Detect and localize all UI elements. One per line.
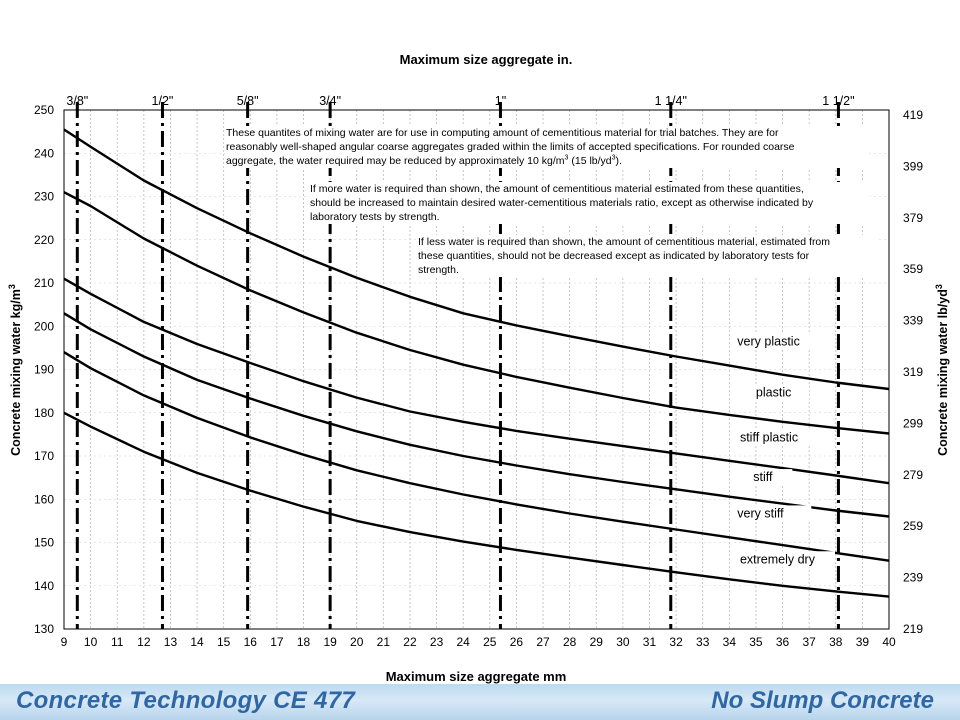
x-tick-label: 14 <box>190 635 204 649</box>
series-line <box>64 352 889 561</box>
y2-axis-label-text: Concrete mixing water lb/yd <box>936 289 950 456</box>
y-tick-label: 140 <box>33 578 54 593</box>
x-tick-label: 18 <box>296 635 311 649</box>
y2-tick-label: 279 <box>903 467 924 482</box>
note-1-line-2: reasonably well-shaped angular coarse aggregates graded within the limits of accepted specifications. For rounded coarse <box>226 141 795 153</box>
x-tick-label: 24 <box>456 635 470 649</box>
chart-title: Maximum size aggregate in. <box>399 52 573 67</box>
x-tick-label: 33 <box>696 635 710 649</box>
inch-markers <box>66 94 854 629</box>
x-tick-label: 20 <box>350 635 364 649</box>
inch-marker-label: 1 1/4" <box>654 94 687 108</box>
y-tick-label: 250 <box>33 103 54 117</box>
y-tick-label: 160 <box>33 492 54 507</box>
x-tick-label: 35 <box>749 635 763 649</box>
note-1-sup-2: 3 <box>611 154 616 162</box>
inch-marker-label: 5/8" <box>236 94 259 108</box>
series-label: very stiff <box>737 506 784 521</box>
x-tick-label: 27 <box>536 635 550 649</box>
y2-tick-label: 399 <box>903 159 924 174</box>
y-axis-label <box>7 284 23 456</box>
x-tick-label: 34 <box>722 635 737 649</box>
series-line <box>64 279 889 484</box>
x-tick-label: 17 <box>270 635 284 649</box>
y-tick-label: 190 <box>33 362 54 377</box>
inch-marker-label: 1" <box>494 94 507 108</box>
x-axis-label: Maximum size aggregate mm <box>385 669 567 684</box>
note-2-line-1: If more water is required than shown, the amount of cementitious material estimated from these quantities, <box>310 183 804 195</box>
y2-tick-label: 339 <box>903 313 924 328</box>
y2-tick-label: 259 <box>903 519 924 534</box>
y2-tick-label: 299 <box>903 416 924 431</box>
x-tick-label: 38 <box>829 635 843 649</box>
y-tick-label: 220 <box>33 232 54 247</box>
series-label: extremely dry <box>739 552 815 567</box>
x-tick-label: 40 <box>882 635 896 649</box>
x-tick-label: 9 <box>60 635 68 649</box>
inch-marker-label: 1/2" <box>151 94 174 108</box>
x-tick-label: 39 <box>855 635 870 649</box>
note-1-sup-1: 3 <box>564 154 569 162</box>
y2-tick-label: 379 <box>903 210 924 225</box>
note-3-line-2: these quantities, should not be decreased except as indicated by laboratory tests for <box>418 250 810 262</box>
x-tick-label: 22 <box>403 635 417 649</box>
y-axis-label-sup: 3 <box>7 284 17 290</box>
annotation-note-1 <box>226 126 866 168</box>
y2-axis-label-sup: 3 <box>934 284 944 290</box>
y2-tick-label: 359 <box>903 262 924 277</box>
inch-marker-label: 3/8" <box>66 94 89 108</box>
series-label: stiff <box>753 470 773 485</box>
y-tick-label: 240 <box>33 146 54 161</box>
y-tick-label: 170 <box>33 449 54 463</box>
series-label: stiff plastic <box>739 430 799 445</box>
inch-marker-label: 1 1/2" <box>822 94 855 108</box>
x-tick-label: 10 <box>83 635 98 649</box>
note-3-line-3: strength. <box>418 264 459 276</box>
y2-tick-label: 319 <box>903 365 924 379</box>
x-tick-label: 16 <box>243 635 257 649</box>
x-tick-label: 25 <box>483 635 497 649</box>
footer-course-title: Concrete Technology CE 477 <box>16 687 355 714</box>
x-tick-label: 36 <box>775 635 790 649</box>
x-tick-labels <box>61 635 896 649</box>
note-1-line-1: These quantites of mixing water are for use in computing amount of cementitious material for trial batches. They are for <box>226 127 779 139</box>
x-tick-label: 37 <box>802 635 816 649</box>
note-2-line-3: laboratory tests by strength. <box>310 211 440 223</box>
x-tick-label: 30 <box>616 635 630 649</box>
note-1-line-3a: aggregate, the water required may be reduced by approximately 10 kg/m <box>226 155 565 167</box>
annotation-note-2 <box>310 182 870 224</box>
y-tick-label: 130 <box>33 622 54 636</box>
x-tick-label: 21 <box>376 635 391 649</box>
note-3-line-1: If less water is required than shown, the amount of cementitious material, estimated from <box>418 236 831 248</box>
y-tick-label: 210 <box>33 276 54 290</box>
x-tick-label: 13 <box>163 635 178 649</box>
annotation-note-3 <box>418 235 876 277</box>
y-tick-label: 200 <box>33 319 54 334</box>
series-label: very plastic <box>737 334 800 349</box>
y-tick-label: 150 <box>33 535 54 550</box>
x-tick-label: 32 <box>669 635 683 649</box>
note-1-line-3 <box>226 154 866 168</box>
y2-tick-labels <box>903 108 923 636</box>
y-tick-labels <box>34 103 54 636</box>
y2-axis-label <box>934 284 950 456</box>
x-tick-label: 15 <box>216 635 231 649</box>
x-tick-label: 28 <box>562 635 577 649</box>
y-tick-label: 180 <box>33 405 54 420</box>
x-tick-label: 19 <box>323 635 337 649</box>
y-tick-label: 230 <box>33 189 54 204</box>
y2-tick-label: 419 <box>903 108 924 122</box>
y2-tick-label: 239 <box>903 570 924 585</box>
y2-tick-label: 219 <box>903 622 924 636</box>
note-1-line-3c: ). <box>615 155 622 167</box>
x-tick-label: 12 <box>137 635 151 649</box>
x-tick-label: 29 <box>589 635 603 649</box>
x-tick-label: 26 <box>509 635 524 649</box>
note-1-line-3b: (15 lb/yd <box>568 155 612 167</box>
inch-marker-label: 3/4" <box>319 94 342 108</box>
x-tick-label: 11 <box>110 635 124 649</box>
x-tick-label: 23 <box>429 635 444 649</box>
series-label: plastic <box>755 385 792 400</box>
x-tick-label: 31 <box>642 635 657 649</box>
note-2-line-2: should be increased to maintain desired water-cementitious materials ratio, except as otherwise indicated by <box>310 197 814 209</box>
footer-topic: No Slump Concrete <box>711 687 934 714</box>
y-axis-label-text: Concrete mixing water kg/m <box>9 289 23 456</box>
footer-banner <box>0 684 960 720</box>
